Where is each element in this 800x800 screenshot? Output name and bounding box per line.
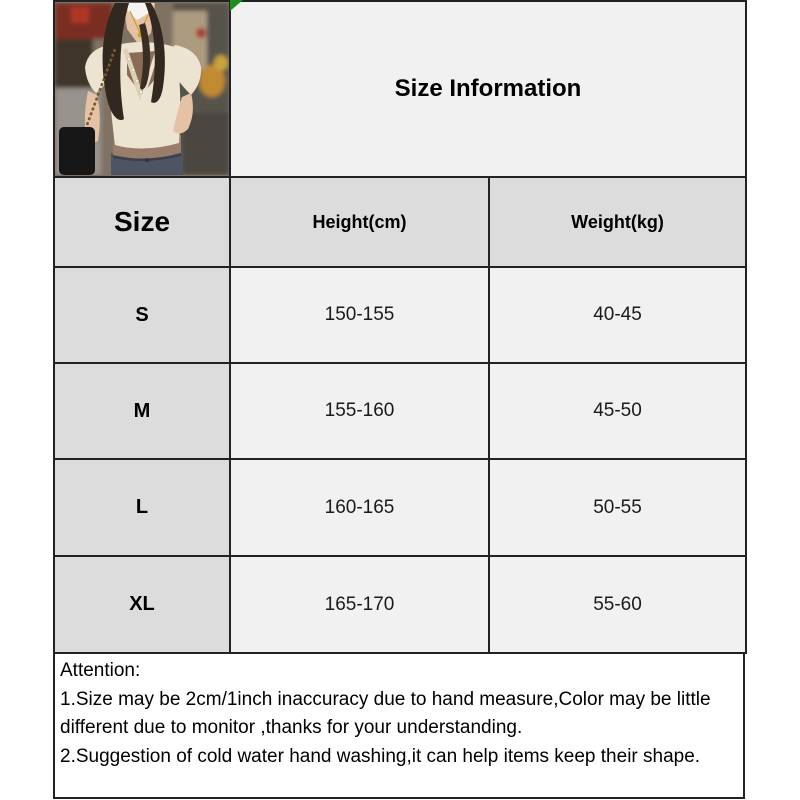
- table-row: [54, 556, 746, 653]
- table-row: [54, 363, 746, 459]
- weight-value: 50-55: [489, 459, 746, 556]
- weight-value: 45-50: [489, 363, 746, 459]
- height-value: 160-165: [230, 459, 489, 556]
- column-header-height: Height(cm): [230, 177, 489, 267]
- size-label-xl: XL: [54, 556, 230, 653]
- size-info-sheet: [53, 0, 745, 799]
- weight-value: 55-60: [489, 556, 746, 653]
- size-information-title: Size Information: [230, 1, 746, 177]
- size-label-m: M: [54, 363, 230, 459]
- height-value: 165-170: [230, 556, 489, 653]
- attention-note-1: 1.Size may be 2cm/1inch inaccuracy due to hand measure,Color may be little different due to monitor ,thanks for your understanding.: [60, 688, 711, 738]
- weight-value: 40-45: [489, 267, 746, 363]
- table-row: [54, 267, 746, 363]
- column-header-weight: Weight(kg): [489, 177, 746, 267]
- size-label-l: L: [54, 459, 230, 556]
- attention-title: Attention:: [60, 660, 141, 681]
- size-label-s: S: [54, 267, 230, 363]
- table-row: [54, 459, 746, 556]
- attention-section: [53, 654, 745, 799]
- size-table: [53, 0, 747, 654]
- height-value: 150-155: [230, 267, 489, 363]
- product-photo-cell: [54, 1, 230, 177]
- height-value: 155-160: [230, 363, 489, 459]
- corner-triangle-icon: [230, 0, 243, 11]
- product-photo: [55, 3, 229, 175]
- attention-note-2: 2.Suggestion of cold water hand washing,it can help items keep their shape.: [60, 745, 701, 767]
- column-header-size: Size: [54, 177, 230, 267]
